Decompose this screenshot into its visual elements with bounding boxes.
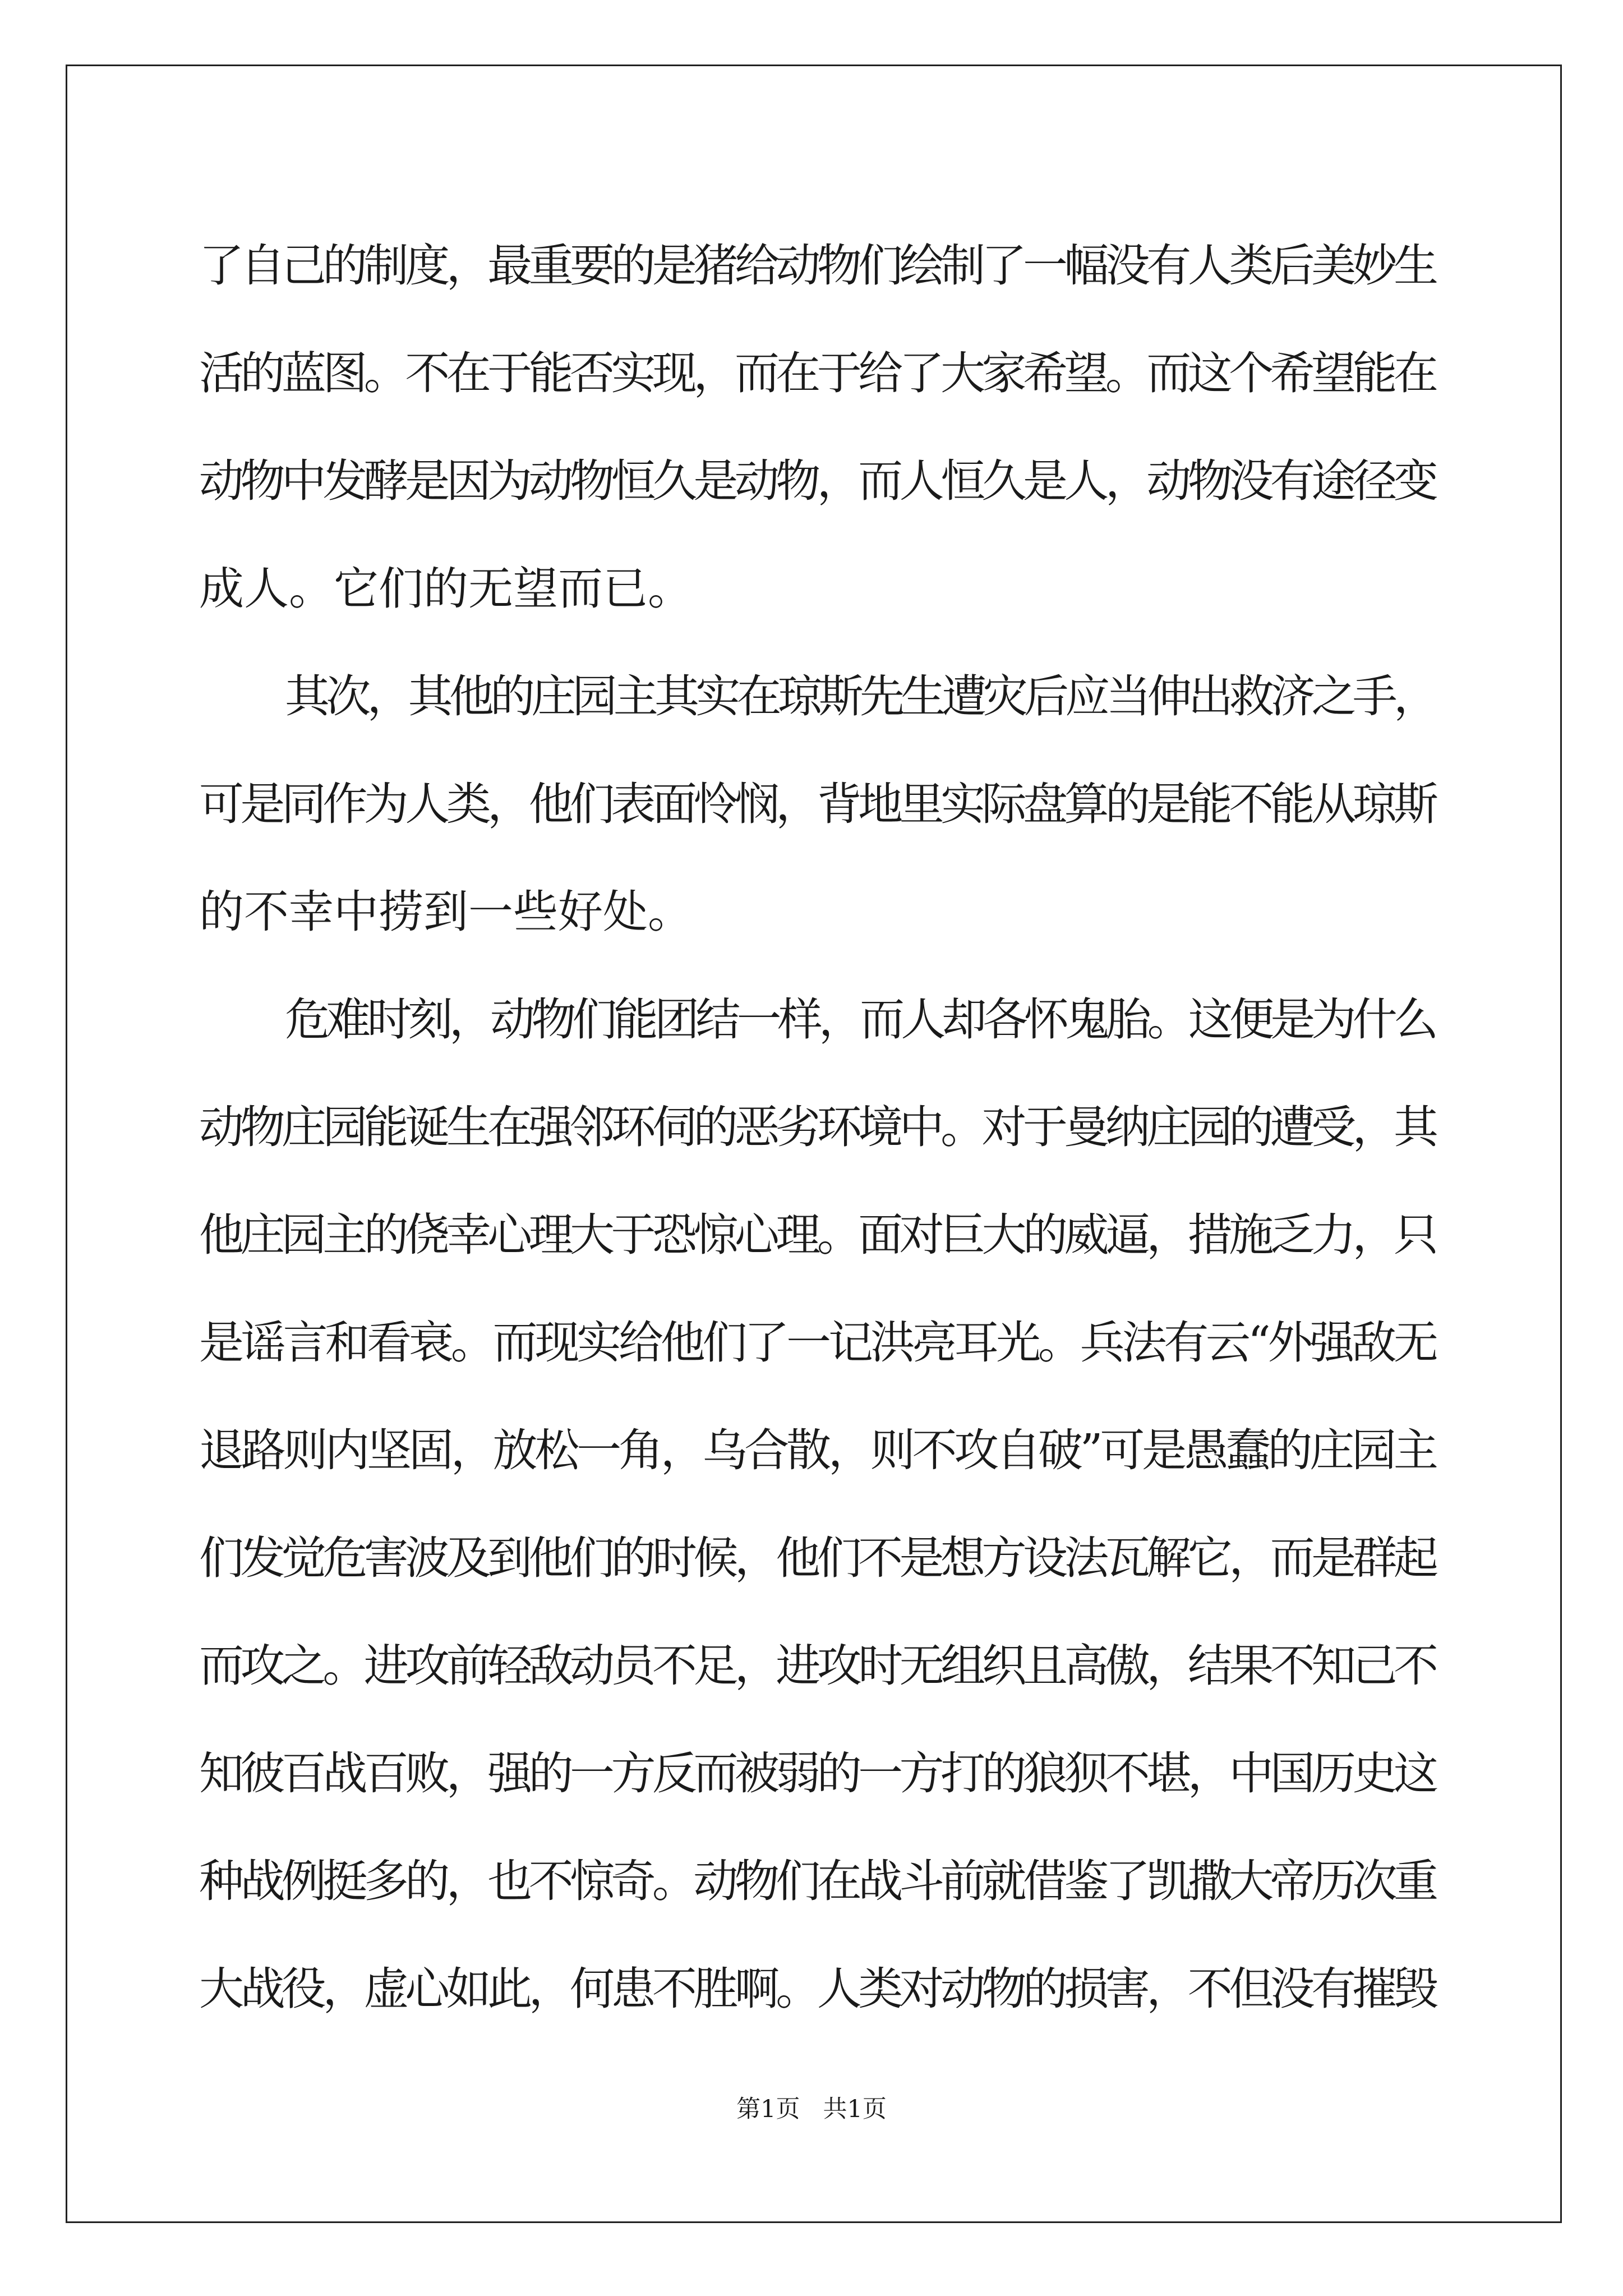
text-line: 动物庄园能诞生在强邻环伺的恶劣环境中。对于曼纳庄园的遭受，其 (199, 1101, 1435, 1153)
text-line: 了自己的制度，最重要的是猪给动物们绘制了一幅没有人类后美妙生 (199, 240, 1435, 292)
text-line: 而攻之。进攻前轻敌动员不足，进攻时无组织且高傲，结果不知己不 (199, 1640, 1435, 1692)
document-body (199, 212, 1438, 2043)
text-line: 活的蓝图。不在于能否实现，而在于给了大家希望。而这个希望能在 (199, 347, 1435, 399)
text-line: 动物中发酵是因为动物恒久是动物，而人恒久是人，动物没有途径变 (199, 455, 1435, 507)
text-line: 大战役，虚心如此，何患不胜啊。人类对动物的损害，不但没有摧毁 (199, 1963, 1435, 2015)
text-line: 知彼百战百败，强的一方反而被弱的一方打的狼狈不堪，中国历史这 (199, 1747, 1435, 1800)
text-line: 他庄园主的侥幸心理大于恐惊心理。面对巨大的威逼，措施乏力，只 (199, 1209, 1435, 1261)
text-line: 们发觉危害波及到他们的时候，他们不是想方设法瓦解它，而是群起 (199, 1532, 1435, 1584)
text-line: 是谣言和看衰。而现实给他们了一记洪亮耳光。兵法有云“外强敌无 (199, 1317, 1436, 1369)
text-line: 成人。它们的无望而已。 (199, 563, 693, 615)
text-line: 危难时刻，动物们能团结一样，而人却各怀鬼胎。这便是为什么 (285, 993, 1435, 1046)
page-footer: 第1页 共1页 (736, 2095, 887, 2123)
text-line: 的不幸中捞到一些好处。 (199, 886, 693, 938)
text-line: 种战例挺多的，也不惊奇。动物们在战斗前就借鉴了凯撒大帝历次重 (199, 1855, 1435, 1907)
text-line: 其次，其他的庄园主其实在琼斯先生遭灾后应当伸出救济之手， (285, 670, 1435, 723)
text-line: 可是同作为人类，他们表面怜悯，背地里实际盘算的是能不能从琼斯 (199, 778, 1435, 830)
text-line: 退路则内坚固，放松一角，乌合散，则不攻自破”可是愚蠢的庄园主 (199, 1424, 1436, 1476)
